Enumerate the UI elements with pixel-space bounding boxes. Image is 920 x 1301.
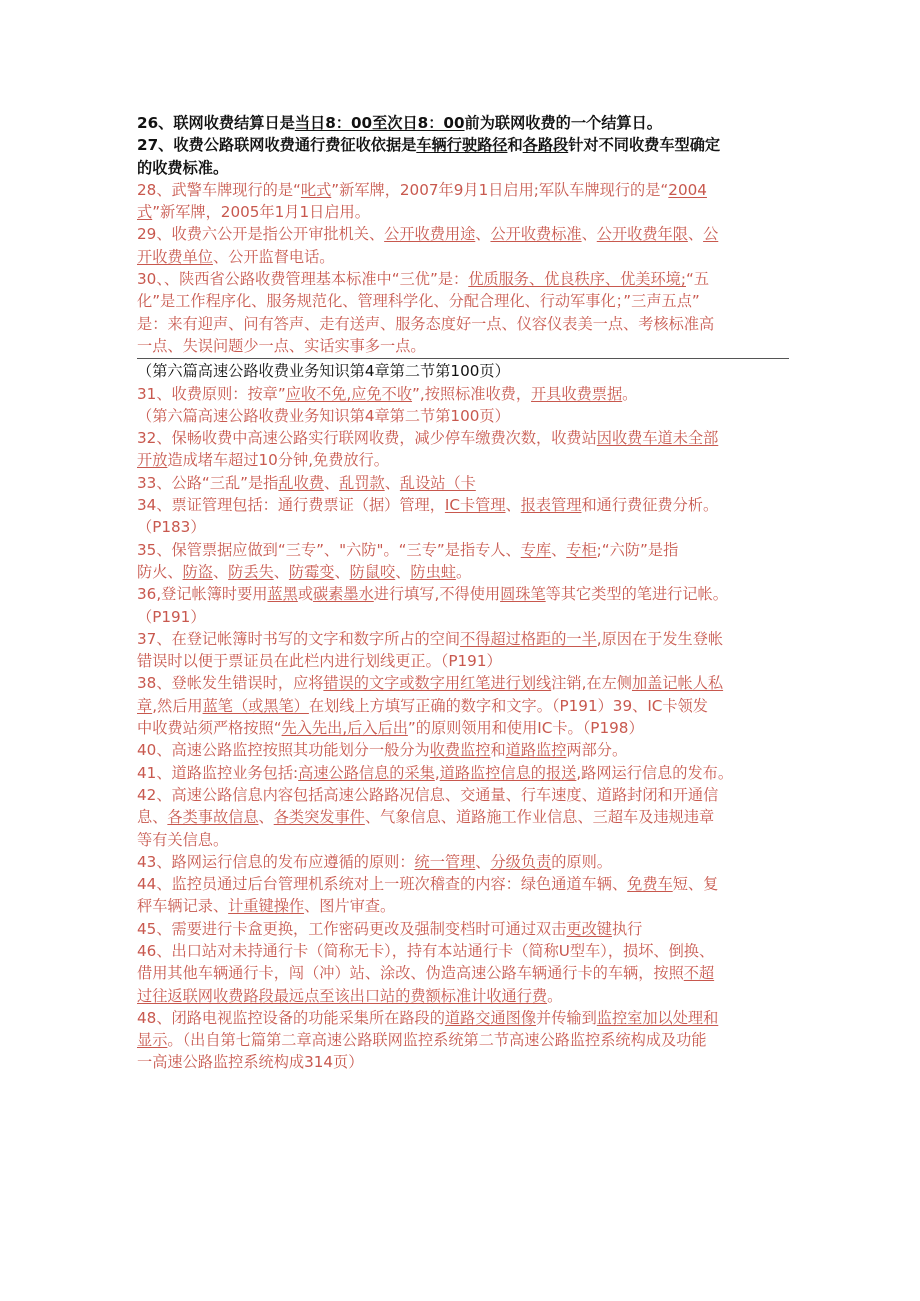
underlined-answer: 收费监控 bbox=[429, 741, 491, 760]
text-segment: 一高速公路监控系统构成314页） bbox=[137, 1053, 364, 1072]
underlined-answer: 乱收费 bbox=[278, 473, 324, 492]
underlined-answer: 公开收费标准 bbox=[490, 225, 582, 244]
text-segment: 前为联网收费的一个结算日。 bbox=[464, 114, 662, 132]
text-line bbox=[137, 427, 789, 449]
text-segment: 、 bbox=[551, 540, 567, 559]
text-segment: ”的原则领用和使用IC卡。（P198） bbox=[407, 719, 644, 738]
text-segment: 、 bbox=[475, 852, 491, 871]
underlined-answer: 各类突发事件 bbox=[273, 808, 365, 827]
underlined-answer: 各路段 bbox=[522, 136, 569, 155]
underlined-answer: 各类事故信息 bbox=[167, 808, 259, 827]
text-segment: （第六篇高速公路收费业务知识第4章第二节第100页） bbox=[137, 362, 510, 381]
text-line bbox=[137, 672, 789, 694]
underlined-answer: 公开收费年限 bbox=[596, 225, 688, 244]
text-segment: 或 bbox=[297, 585, 314, 604]
underlined-answer: 不超 bbox=[683, 964, 715, 983]
text-segment: ”,按照标准收费， bbox=[412, 384, 532, 403]
underlined-answer: 乱设站（卡 bbox=[399, 473, 476, 492]
underlined-answer: 不得超过格距的一半 bbox=[460, 629, 597, 648]
underlined-answer: 开放 bbox=[137, 451, 168, 470]
underlined-answer: 式 bbox=[137, 203, 153, 222]
underlined-answer: 专库 bbox=[520, 540, 552, 559]
text-segment: 43、路网运行信息的发布应遵循的原则： bbox=[137, 852, 415, 871]
underlined-answer: 统一管理 bbox=[414, 852, 476, 871]
underlined-answer: 车辆行驶路径 bbox=[416, 136, 508, 155]
document-page bbox=[137, 112, 789, 1074]
text-line bbox=[137, 472, 789, 494]
underlined-answer: 报表管理 bbox=[520, 496, 582, 515]
underlined-answer: 先入先出,后入后出 bbox=[281, 719, 408, 738]
text-line bbox=[137, 1051, 789, 1073]
text-line bbox=[137, 246, 789, 268]
underlined-answer: 2004 bbox=[668, 180, 707, 199]
text-line bbox=[137, 918, 789, 940]
underlined-answer: 因收费车道未全部 bbox=[596, 429, 719, 448]
text-segment: 并传输到 bbox=[536, 1008, 597, 1027]
underlined-answer: 章 bbox=[137, 696, 153, 715]
underlined-answer: 过往返联网收费路段最远点至该出口站的费额标准计收通行费 bbox=[137, 986, 548, 1005]
underlined-answer: 优质服务、优良秩序、优美环境; bbox=[468, 270, 686, 289]
text-line bbox=[137, 1007, 789, 1029]
section-divider bbox=[137, 358, 789, 359]
text-line bbox=[137, 962, 789, 984]
underlined-answer: 分级负责 bbox=[490, 852, 552, 871]
text-segment: ,路网运行信息的发布。 bbox=[576, 763, 734, 782]
text-line bbox=[137, 784, 789, 806]
underlined-answer: 蓝笔（或黑笔） bbox=[202, 696, 309, 715]
underlined-answer: 专柜 bbox=[566, 540, 597, 559]
text-segment: （P191） bbox=[137, 607, 206, 626]
text-line bbox=[137, 583, 789, 605]
text-line bbox=[137, 940, 789, 962]
text-line bbox=[137, 695, 789, 717]
text-segment: 注销,在左侧 bbox=[551, 674, 632, 693]
text-segment: “五 bbox=[685, 270, 710, 289]
text-line bbox=[137, 313, 789, 335]
text-segment: 31、收费原则：按章” bbox=[137, 384, 286, 403]
text-segment: 42、高速公路信息内容包括高速公路路况信息、交通量、行车速度、道路封闭和开通信 bbox=[137, 785, 719, 804]
text-line bbox=[137, 201, 789, 223]
underlined-answer: 高速公路信息的采集 bbox=[298, 763, 435, 782]
text-segment: ”新军牌，2005年1月1日启用。 bbox=[152, 203, 370, 222]
underlined-answer: 防霉变 bbox=[288, 562, 335, 581]
text-segment: 、 bbox=[334, 562, 350, 581]
text-segment: 借用其他车辆通行卡，闯（冲）站、涂改、伪造高速公路车辆通行卡的车辆，按照 bbox=[137, 964, 684, 983]
text-segment: 、 bbox=[323, 473, 340, 492]
text-segment: ”新军牌，2007年9月1日启用;军队车牌现行的是“ bbox=[331, 180, 669, 199]
underlined-answer: 乱罚款 bbox=[339, 473, 385, 492]
text-segment: 一点、失误问题少一点、实话实事多一点。 bbox=[137, 336, 426, 355]
text-segment: 息、 bbox=[137, 808, 168, 827]
text-segment: 和通行费征费分析。 bbox=[581, 496, 719, 515]
underlined-answer: 免费车 bbox=[627, 875, 673, 894]
text-segment: 32、保畅收费中高速公路实行联网收费，减少停车缴费次数，收费站 bbox=[137, 429, 597, 448]
text-segment: 45、需要进行卡盒更换，工作密码更改及强制变档时可通过双击 bbox=[137, 919, 567, 938]
underlined-answer: 防鼠咬 bbox=[349, 562, 396, 581]
text-segment: 和 bbox=[507, 136, 523, 155]
text-line bbox=[137, 112, 789, 134]
text-segment: 41、道路监控业务包括: bbox=[137, 763, 299, 782]
underlined-answer: IC卡管理 bbox=[444, 496, 506, 515]
underlined-answer: 开收费单位 bbox=[137, 247, 213, 266]
text-segment: 36,登记帐簿时要用 bbox=[137, 585, 268, 604]
text-segment: 是：来有迎声、问有答声、走有送声、服务态度好一点、仪容仪表美一点、考核标准高 bbox=[137, 314, 715, 333]
text-segment: 。 bbox=[547, 986, 563, 1005]
text-segment: 35、保管票据应做到“三专”、"六防"。“三专”是指专人、 bbox=[137, 540, 521, 559]
text-line bbox=[137, 383, 789, 405]
underlined-answer: 开具收费票据 bbox=[531, 384, 623, 403]
text-line bbox=[137, 360, 789, 382]
text-segment: 29、收费六公开是指公开审批机关、 bbox=[137, 225, 385, 244]
text-segment: 、 bbox=[581, 225, 597, 244]
text-segment: 34、票证管理包括：通行费票证（据）管理， bbox=[137, 496, 445, 515]
underlined-answer: 加盖记帐人私 bbox=[631, 674, 724, 693]
text-segment: 等有关信息。 bbox=[137, 830, 229, 849]
text-segment: 、 bbox=[258, 808, 274, 827]
text-segment: 、 bbox=[475, 225, 491, 244]
underlined-answer: 蓝黑 bbox=[267, 585, 298, 604]
text-segment: 46、出口站对未持通行卡（简称无卡），持有本站通行卡（简称U型车），损坏、倒换、 bbox=[137, 941, 715, 960]
text-segment: 、图片审查。 bbox=[304, 897, 396, 916]
text-segment: 、公开监督电话。 bbox=[212, 247, 335, 266]
text-segment: 中收费站须严格按照“ bbox=[137, 719, 282, 738]
text-segment: 错误时以便于票证员在此栏内进行划线更正。（P191） bbox=[137, 652, 502, 671]
text-segment: ,然后用 bbox=[152, 696, 203, 715]
text-line bbox=[137, 606, 789, 628]
text-segment: ;“六防”是指 bbox=[596, 540, 679, 559]
text-line bbox=[137, 405, 789, 427]
text-segment: 、 bbox=[384, 473, 400, 492]
underlined-answer: 道路交通图像 bbox=[444, 1008, 537, 1027]
text-line bbox=[137, 873, 789, 895]
underlined-answer: 碳素墨水 bbox=[313, 585, 374, 604]
underlined-answer: 错误的文字或数字用红笔进行划线 bbox=[323, 674, 552, 693]
text-segment: （P183） bbox=[137, 518, 206, 537]
text-line bbox=[137, 134, 789, 156]
text-segment: 秤车辆记录、 bbox=[137, 897, 229, 916]
text-line bbox=[137, 268, 789, 290]
underlined-answer: 防虫蛀 bbox=[410, 562, 456, 581]
underlined-answer: 更改键 bbox=[566, 919, 612, 938]
text-segment: 。（出自第七篇第二章高速公路联网监控系统第二节高速公路监控系统构成及功能 bbox=[167, 1031, 707, 1050]
text-line bbox=[137, 561, 789, 583]
text-segment: 的原则。 bbox=[551, 852, 612, 871]
underlined-answer: 叱式 bbox=[300, 180, 332, 199]
text-line bbox=[137, 829, 789, 851]
text-line bbox=[137, 717, 789, 739]
text-segment: 、气象信息、道路施工作业信息、三超车及违规违章 bbox=[364, 808, 715, 827]
text-segment: 。 bbox=[622, 384, 638, 403]
underlined-answer: 应收不免,应免不收 bbox=[285, 384, 413, 403]
text-line bbox=[137, 539, 789, 561]
text-segment: 28、武警车牌现行的是“ bbox=[137, 180, 301, 199]
text-line bbox=[137, 335, 789, 357]
text-line bbox=[137, 628, 789, 650]
underlined-answer: 道路监控信息的报送 bbox=[439, 763, 577, 782]
text-segment: 防火、 bbox=[137, 562, 183, 581]
text-segment: 、 bbox=[505, 496, 521, 515]
text-segment: 造成堵车超过10分钟,免费放行。 bbox=[167, 451, 389, 470]
text-line bbox=[137, 895, 789, 917]
text-segment: 、 bbox=[687, 225, 704, 244]
text-segment: 37、在登记帐簿时书写的文字和数字所占的空间 bbox=[137, 629, 461, 648]
text-segment: 等其它类型的笔进行记帐。 bbox=[545, 585, 728, 604]
underlined-answer: 圆珠笔 bbox=[500, 585, 546, 604]
text-line bbox=[137, 739, 789, 761]
underlined-answer: 道路监控 bbox=[505, 741, 567, 760]
text-segment: , bbox=[434, 763, 440, 782]
text-segment: 40、高速公路监控按照其功能划分一般分为 bbox=[137, 741, 430, 760]
text-line bbox=[137, 985, 789, 1007]
text-segment: 44、监控员通过后台管理机系统对上一班次稽查的内容：绿色通道车辆、 bbox=[137, 875, 628, 894]
text-line bbox=[137, 762, 789, 784]
text-segment: ,原因在于发生登帐 bbox=[596, 629, 724, 648]
text-segment: 在划线上方填写正确的数字和文字。（P191）39、IC卡领发 bbox=[308, 696, 708, 715]
text-segment: 48、闭路电视监控设备的功能采集所在路段的 bbox=[137, 1008, 445, 1027]
underlined-answer: 显示 bbox=[137, 1031, 168, 1050]
underlined-answer: 公开收费用途 bbox=[384, 225, 476, 244]
text-segment: 化”是工作程序化、服务规范化、管理科学化、分配合理化、行动军事化；”三声五点” bbox=[137, 292, 700, 311]
underlined-answer: 公 bbox=[703, 225, 719, 244]
text-segment: 执行 bbox=[611, 919, 643, 938]
text-line bbox=[137, 449, 789, 471]
text-segment: 、 bbox=[212, 562, 229, 581]
underlined-answer: 监控室加以处理和 bbox=[596, 1008, 719, 1027]
underlined-answer: 计重键操作 bbox=[228, 897, 305, 916]
text-line bbox=[137, 516, 789, 538]
text-line bbox=[137, 223, 789, 245]
text-segment: 38、登帐发生错误时，应将 bbox=[137, 674, 324, 693]
text-line bbox=[137, 179, 789, 201]
text-line bbox=[137, 290, 789, 312]
text-segment: （第六篇高速公路收费业务知识第4章第二节第100页） bbox=[137, 406, 510, 425]
text-segment: 进行填写,不得使用 bbox=[373, 585, 501, 604]
text-segment: 。 bbox=[455, 562, 472, 581]
text-segment: 的收费标准。 bbox=[137, 158, 229, 177]
text-segment: 27、收费公路联网收费通行费征收依据是 bbox=[137, 136, 417, 155]
text-segment: 、 bbox=[273, 562, 289, 581]
underlined-answer: 防丢失 bbox=[228, 562, 274, 581]
text-line bbox=[137, 1029, 789, 1051]
text-line bbox=[137, 494, 789, 516]
text-segment: 33、公路“三乱”是指 bbox=[137, 473, 279, 492]
text-line bbox=[137, 157, 789, 179]
underlined-answer: 当日8：00至次日8：00 bbox=[294, 114, 465, 132]
text-segment: 针对不同收费车型确定 bbox=[568, 136, 721, 155]
text-segment: 26、联网收费结算日是 bbox=[137, 114, 295, 132]
text-line bbox=[137, 650, 789, 672]
text-segment: 和 bbox=[490, 741, 506, 760]
text-line bbox=[137, 806, 789, 828]
text-line bbox=[137, 851, 789, 873]
text-segment: 短、复 bbox=[672, 875, 719, 894]
text-segment: 、 bbox=[395, 562, 411, 581]
underlined-answer: 防盗 bbox=[182, 562, 213, 581]
text-segment: 30、、陕西省公路收费管理基本标准中“三优”是： bbox=[137, 270, 469, 289]
text-segment: 两部分。 bbox=[566, 741, 628, 760]
